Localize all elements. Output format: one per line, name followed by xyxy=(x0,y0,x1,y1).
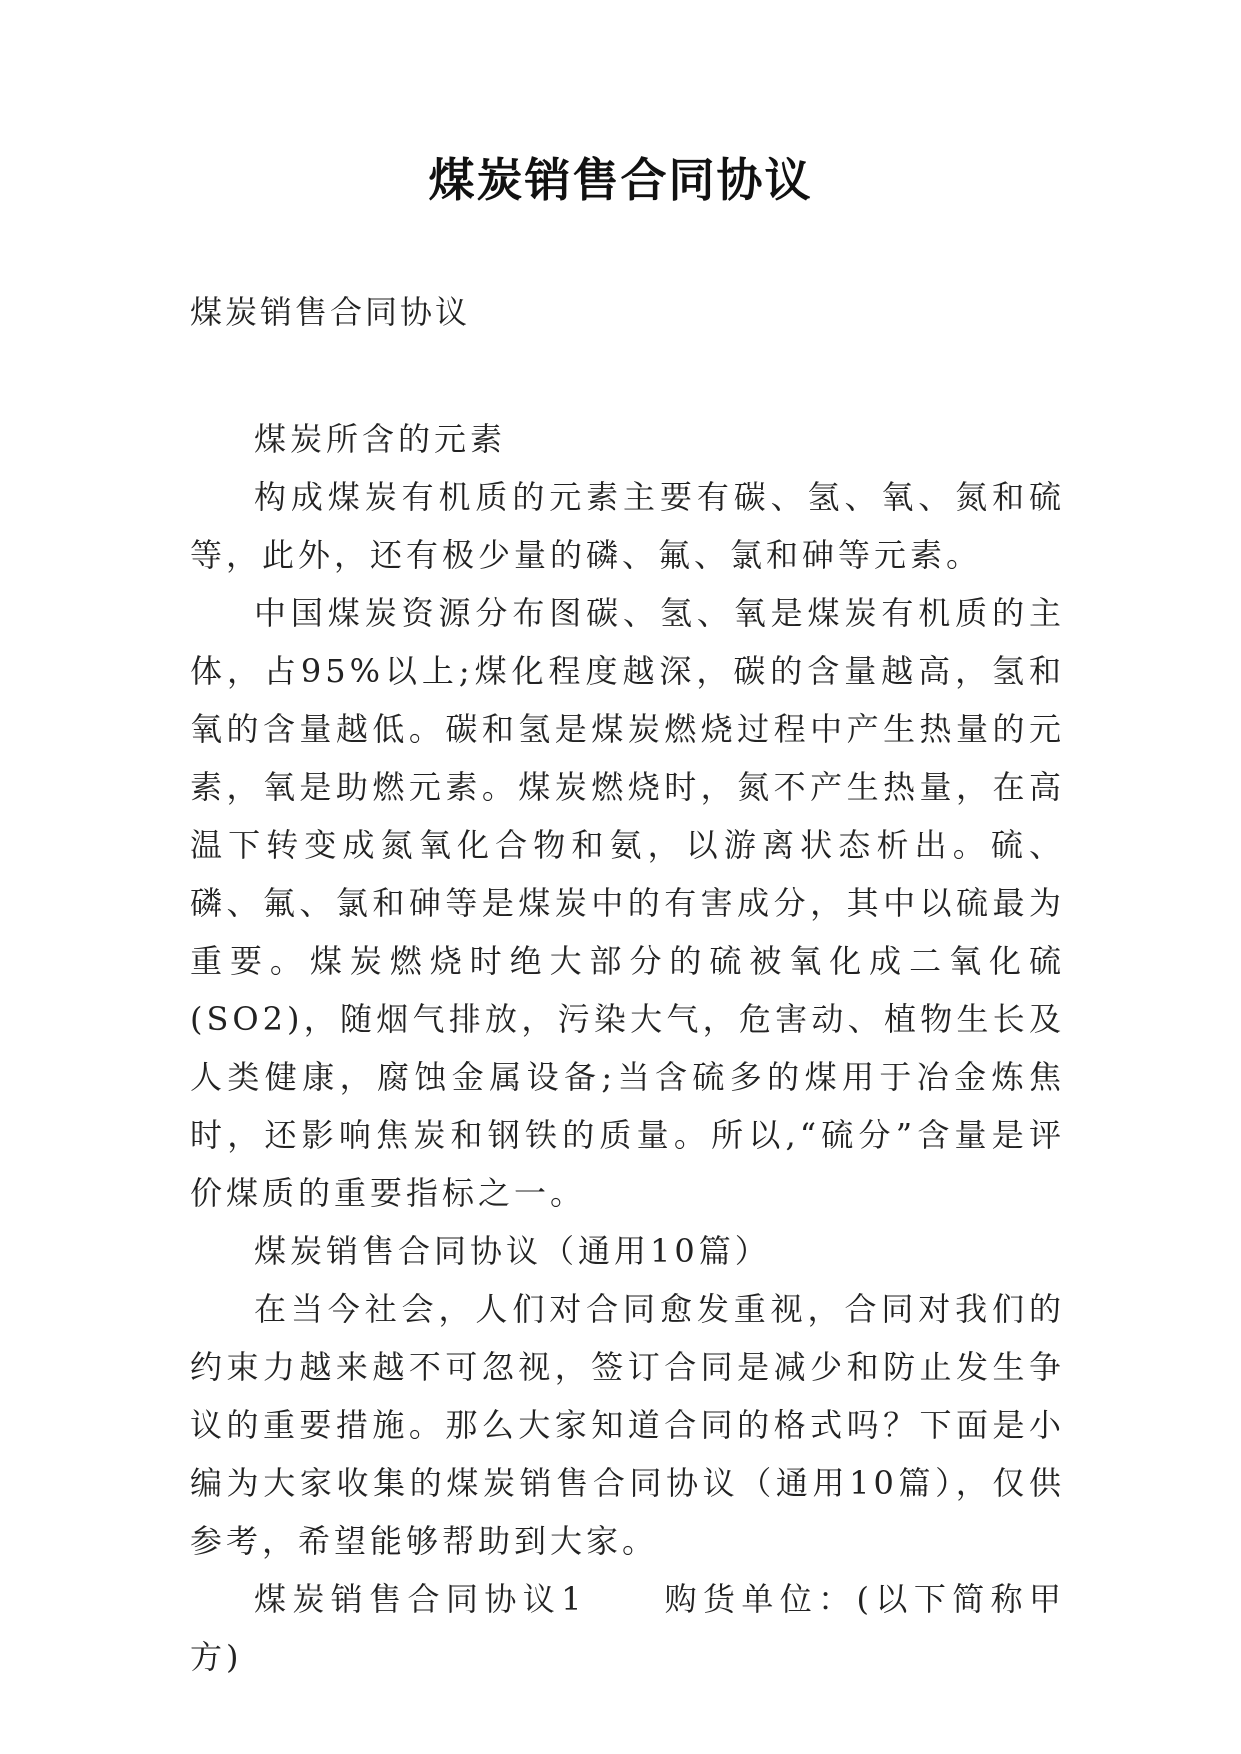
paragraph-elements-detail: 中国煤炭资源分布图碳、氢、氧是煤炭有机质的主体，占95%以上;煤化程度越深，碳的含量越高，氢和氧的含量越低。碳和氢是煤炭燃烧过程中产生热量的元素，氧是助燃元素。煤炭燃烧时，氮不产生热量，在高温下转变成氮氧化合物和氨，以游离状态析出。硫、磷、氟、氯和砷等是煤炭中的有害成分，其中以硫最为重要。煤炭燃烧时绝大部分的硫被氧化成二氧化硫(SO2)，随烟气排放，污染大气，危害动、植物生长及人类健康，腐蚀金属设备;当含硫多的煤用于冶金炼焦时，还影响焦炭和钢铁的质量。所以,“硫分”含量是评价煤质的重要指标之一。 xyxy=(190,594,1065,1212)
paragraph-contract-intro: 在当今社会，人们对合同愈发重视，合同对我们的约束力越来越不可忽视，签订合同是减少和防止发生争议的重要措施。那么大家知道合同的格式吗？下面是小编为大家收集的煤炭销售合同协议（通用10篇），仅供参考，希望能够帮助到大家。 xyxy=(190,1290,1065,1560)
paragraph-contract-1: 煤炭销售合同协议1 购货单位：(以下简称甲方) xyxy=(190,1580,1065,1676)
paragraph-elements-intro: 构成煤炭有机质的元素主要有碳、氢、氧、氮和硫等，此外，还有极少量的磷、氟、氯和砷等元素。 xyxy=(190,478,1065,574)
paragraph-elements-heading: 煤炭所含的元素 xyxy=(254,420,507,458)
document-title: 煤炭销售合同协议 xyxy=(428,153,813,207)
document-subtitle: 煤炭销售合同协议 xyxy=(190,293,471,331)
paragraph-contract-heading: 煤炭销售合同协议（通用10篇） xyxy=(254,1232,771,1270)
document-body xyxy=(190,410,1065,1686)
